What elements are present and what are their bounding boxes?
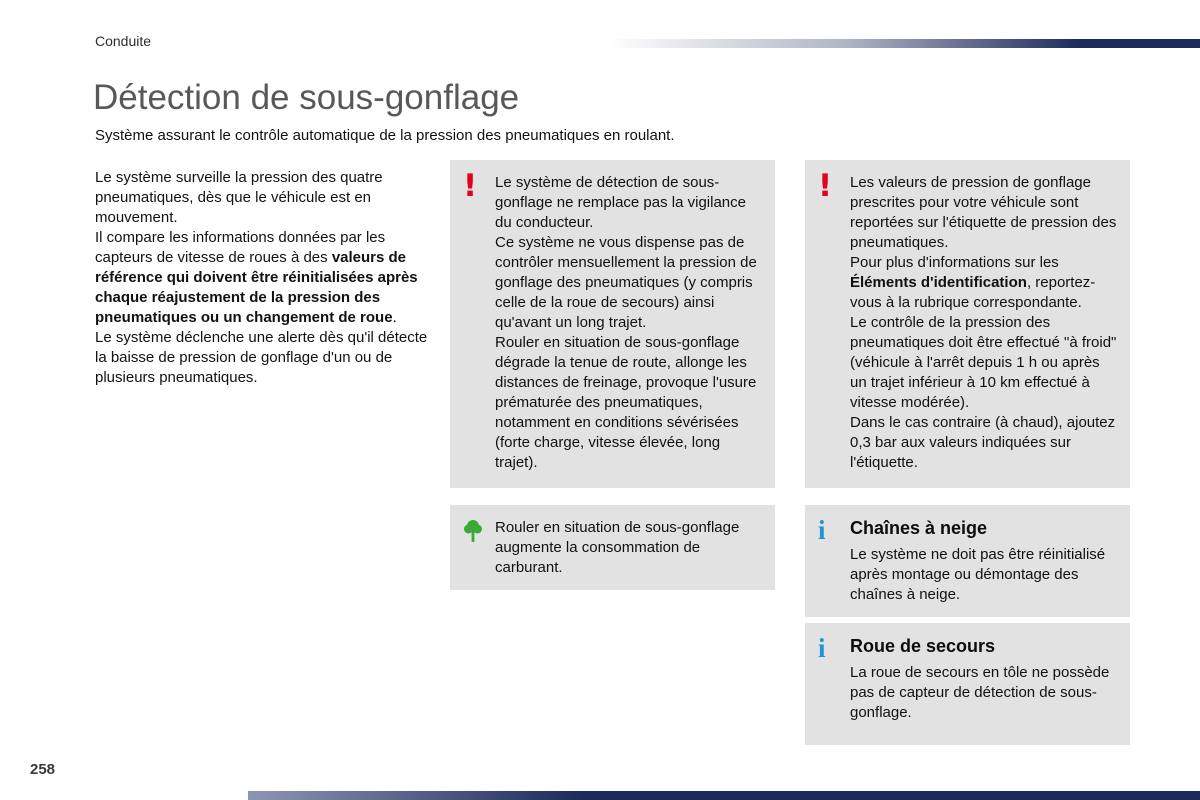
info-box-spare-wheel bbox=[805, 623, 1130, 745]
warning-right-paragraph-2 bbox=[850, 253, 1118, 313]
info-box-snow-chains-text bbox=[850, 518, 1118, 605]
info-icon bbox=[818, 633, 850, 663]
page-number: 258 bbox=[30, 761, 56, 778]
warning-box-vigilance-text bbox=[495, 173, 763, 473]
intro-p2-end: . bbox=[392, 309, 397, 326]
eco-paragraph: Rouler en situation de sous-gonflage augmente la consommation de carburant. bbox=[495, 519, 740, 576]
intro-paragraph-3: Le système déclenche une alerte dès qu'il détecte la baisse de pression de gonflage d'un ou de plusieurs pneumatiques. bbox=[95, 329, 428, 386]
info-box-snow-chains bbox=[805, 505, 1130, 617]
eco-note-text bbox=[495, 518, 763, 578]
warning-right-p2-end: , reportez-vous à la rubrique correspondante. bbox=[850, 274, 1096, 311]
spare-wheel-title: Roue de secours bbox=[850, 636, 996, 656]
intro-p2-bold: valeurs de référence qui doivent être réinitialisées après chaque réajustement de la pression des pneumatiques ou un changement de roue bbox=[95, 249, 418, 326]
page-title: Détection de sous-gonflage bbox=[93, 78, 520, 117]
exclamation-glyph: ! bbox=[463, 168, 478, 204]
warning-left-paragraph-1: Le système de détection de sous-gonflage ne remplace pas la vigilance du conducteur. bbox=[495, 174, 746, 231]
info-glyph: i bbox=[818, 515, 826, 545]
section-label: Conduite bbox=[95, 33, 152, 49]
eco-note-box bbox=[450, 505, 775, 590]
warning-icon bbox=[818, 168, 850, 204]
warning-left-paragraph-3: Rouler en situation de sous-gonflage dégrade la tenue de route, allonge les distances de freinage, provoque l'usure prématurée des pneumatiques, notamment en conditions sévérisées (forte charge, vitesse élevée, long trajet). bbox=[495, 334, 757, 471]
warning-right-p2-bold: Éléments d'identification bbox=[850, 274, 1027, 291]
intro-paragraph-1: Le système surveille la pression des quatre pneumatiques, dès que le véhicule est en mouvement. bbox=[95, 169, 383, 226]
warning-icon bbox=[463, 168, 495, 204]
warning-right-paragraph-1: Les valeurs de pression de gonflage prescrites pour votre véhicule sont reportées sur l'étiquette de pression des pneumatiques. bbox=[850, 174, 1117, 251]
tree-icon bbox=[463, 518, 495, 543]
warning-box-vigilance bbox=[450, 160, 775, 488]
intro-paragraph-2 bbox=[95, 228, 433, 328]
intro-p2-start: Il compare les informations données par les capteurs de vitesse de roues à des bbox=[95, 229, 386, 266]
snow-chains-paragraph: Le système ne doit pas être réinitialisé après montage ou démontage des chaînes à neige. bbox=[850, 546, 1106, 603]
info-glyph: i bbox=[818, 633, 826, 663]
info-box-spare-wheel-text bbox=[850, 636, 1118, 723]
snow-chains-title: Chaînes à neige bbox=[850, 518, 988, 538]
header-gradient-rule bbox=[608, 39, 1200, 48]
footer-gradient-rule bbox=[248, 791, 1200, 800]
warning-box-pressure-values bbox=[805, 160, 1130, 488]
warning-box-pressure-values-text bbox=[850, 173, 1118, 473]
warning-right-p2-start: Pour plus d'informations sur les bbox=[850, 254, 1059, 271]
warning-right-paragraph-3: Le contrôle de la pression des pneumatiques doit être effectué "à froid" (véhicule à l'arrêt depuis 1 h ou après un trajet inférieur à 10 km effectué à vitesse modérée). bbox=[850, 314, 1117, 411]
warning-left-paragraph-2: Ce système ne vous dispense pas de contrôler mensuellement la pression de gonflage des pneumatiques (y compris celle de la roue de secours) ainsi qu'avant un long trajet. bbox=[495, 234, 757, 331]
exclamation-glyph: ! bbox=[818, 168, 833, 204]
page-subtitle: Système assurant le contrôle automatique de la pression des pneumatiques en roulant. bbox=[95, 127, 675, 144]
intro-column bbox=[95, 168, 433, 388]
spare-wheel-paragraph: La roue de secours en tôle ne possède pas de capteur de détection de sous-gonflage. bbox=[850, 664, 1110, 721]
info-icon bbox=[818, 515, 850, 545]
warning-right-paragraph-4: Dans le cas contraire (à chaud), ajoutez 0,3 bar aux valeurs indiquées sur l'étiquette. bbox=[850, 414, 1116, 471]
